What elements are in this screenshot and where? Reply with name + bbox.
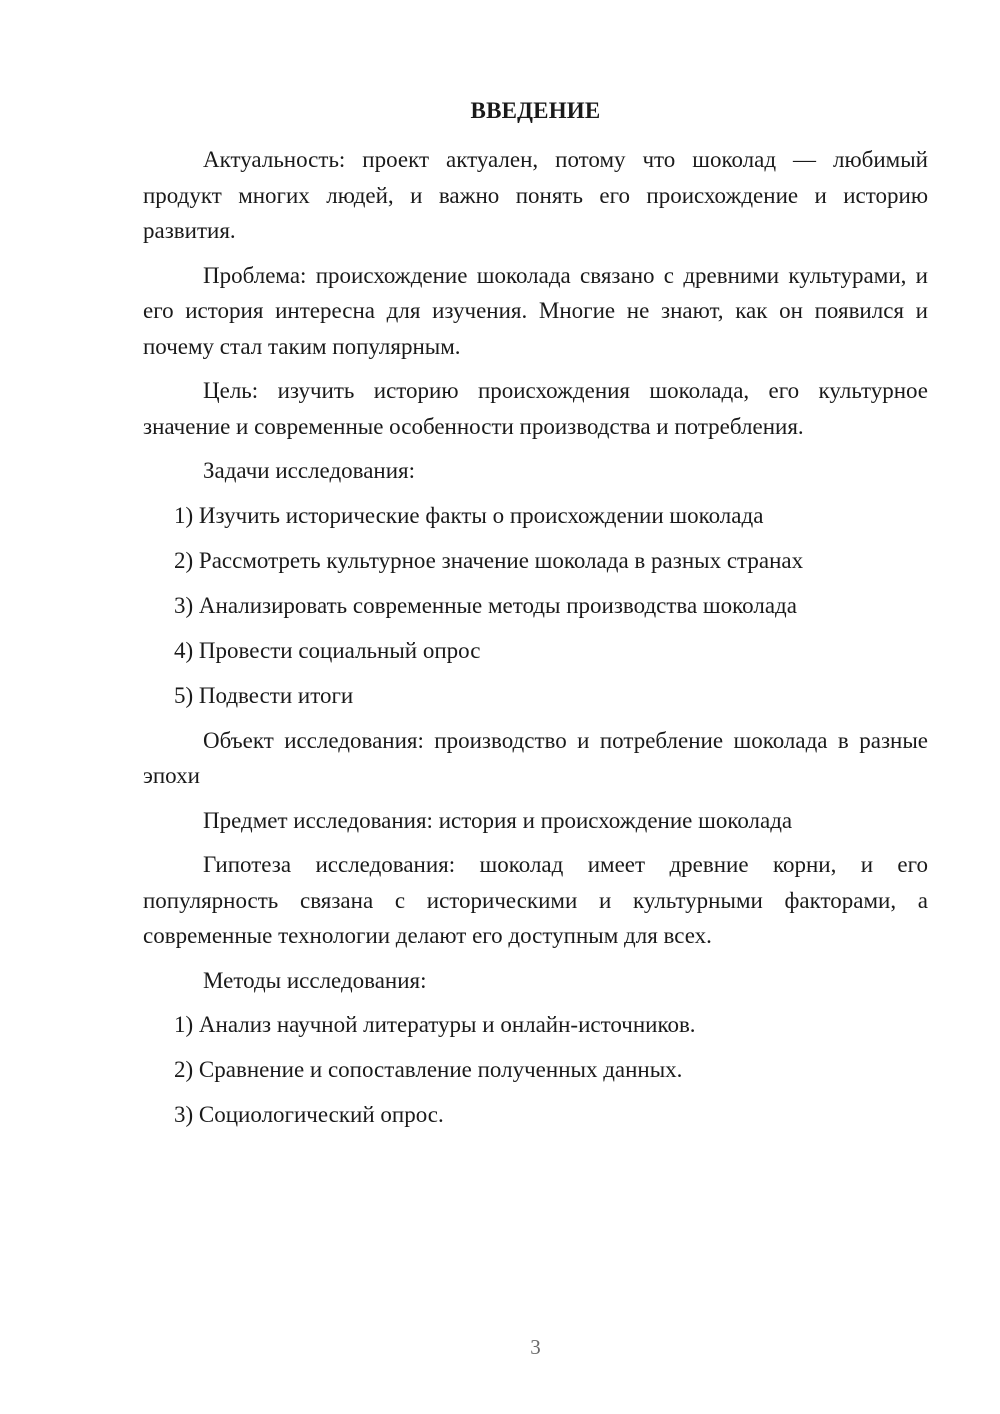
document-page: [143, 0, 928, 1414]
document-body: [143, 142, 928, 1142]
goal-paragraph: Цель: изучить историю происхождения шоколада, его культурное значение и современные особенности производства и потребления.: [143, 378, 928, 439]
problem-paragraph: Проблема: происхождение шоколада связано с древними культурами, и его история интересна для изучения. Многие не знают, как он появился и почему стал таким популярным.: [143, 262, 928, 359]
method-item: 3) Социологический опрос.: [174, 1102, 444, 1127]
task-item: 1) Изучить исторические факты о происхождении шоколада: [174, 502, 764, 528]
task-item: 3) Анализировать современные методы производства шоколада: [174, 592, 797, 618]
task-item: 4) Провести социальный опрос: [174, 637, 481, 663]
methods-heading: Методы исследования:: [203, 967, 427, 993]
task-item: 5) Подвести итоги: [174, 682, 354, 708]
subject-paragraph: Предмет исследования: история и происхождение шоколада: [203, 807, 793, 833]
page-title: ВВЕДЕНИЕ: [470, 98, 601, 123]
tasks-heading: Задачи исследования:: [203, 458, 416, 483]
page-number: 3: [530, 1335, 541, 1359]
task-item: 2) Рассмотреть культурное значение шоколада в разных странах: [174, 547, 804, 573]
hypothesis-paragraph: Гипотеза исследования: шоколад имеет древние корни, и его популярность связана с историческими и культурными факторами, а современные технологии делают его доступным для всех.: [143, 852, 928, 948]
method-item: 1) Анализ научной литературы и онлайн-источников.: [174, 1012, 696, 1037]
method-item: 2) Сравнение и сопоставление полученных данных.: [174, 1057, 683, 1082]
object-paragraph: Объект исследования: производство и потребление шоколада в разные эпохи: [143, 727, 928, 788]
relevance-paragraph: Актуальность: проект актуален, потому что шоколад — любимый продукт многих людей, и важно понять его происхождение и историю развития.: [143, 147, 928, 243]
